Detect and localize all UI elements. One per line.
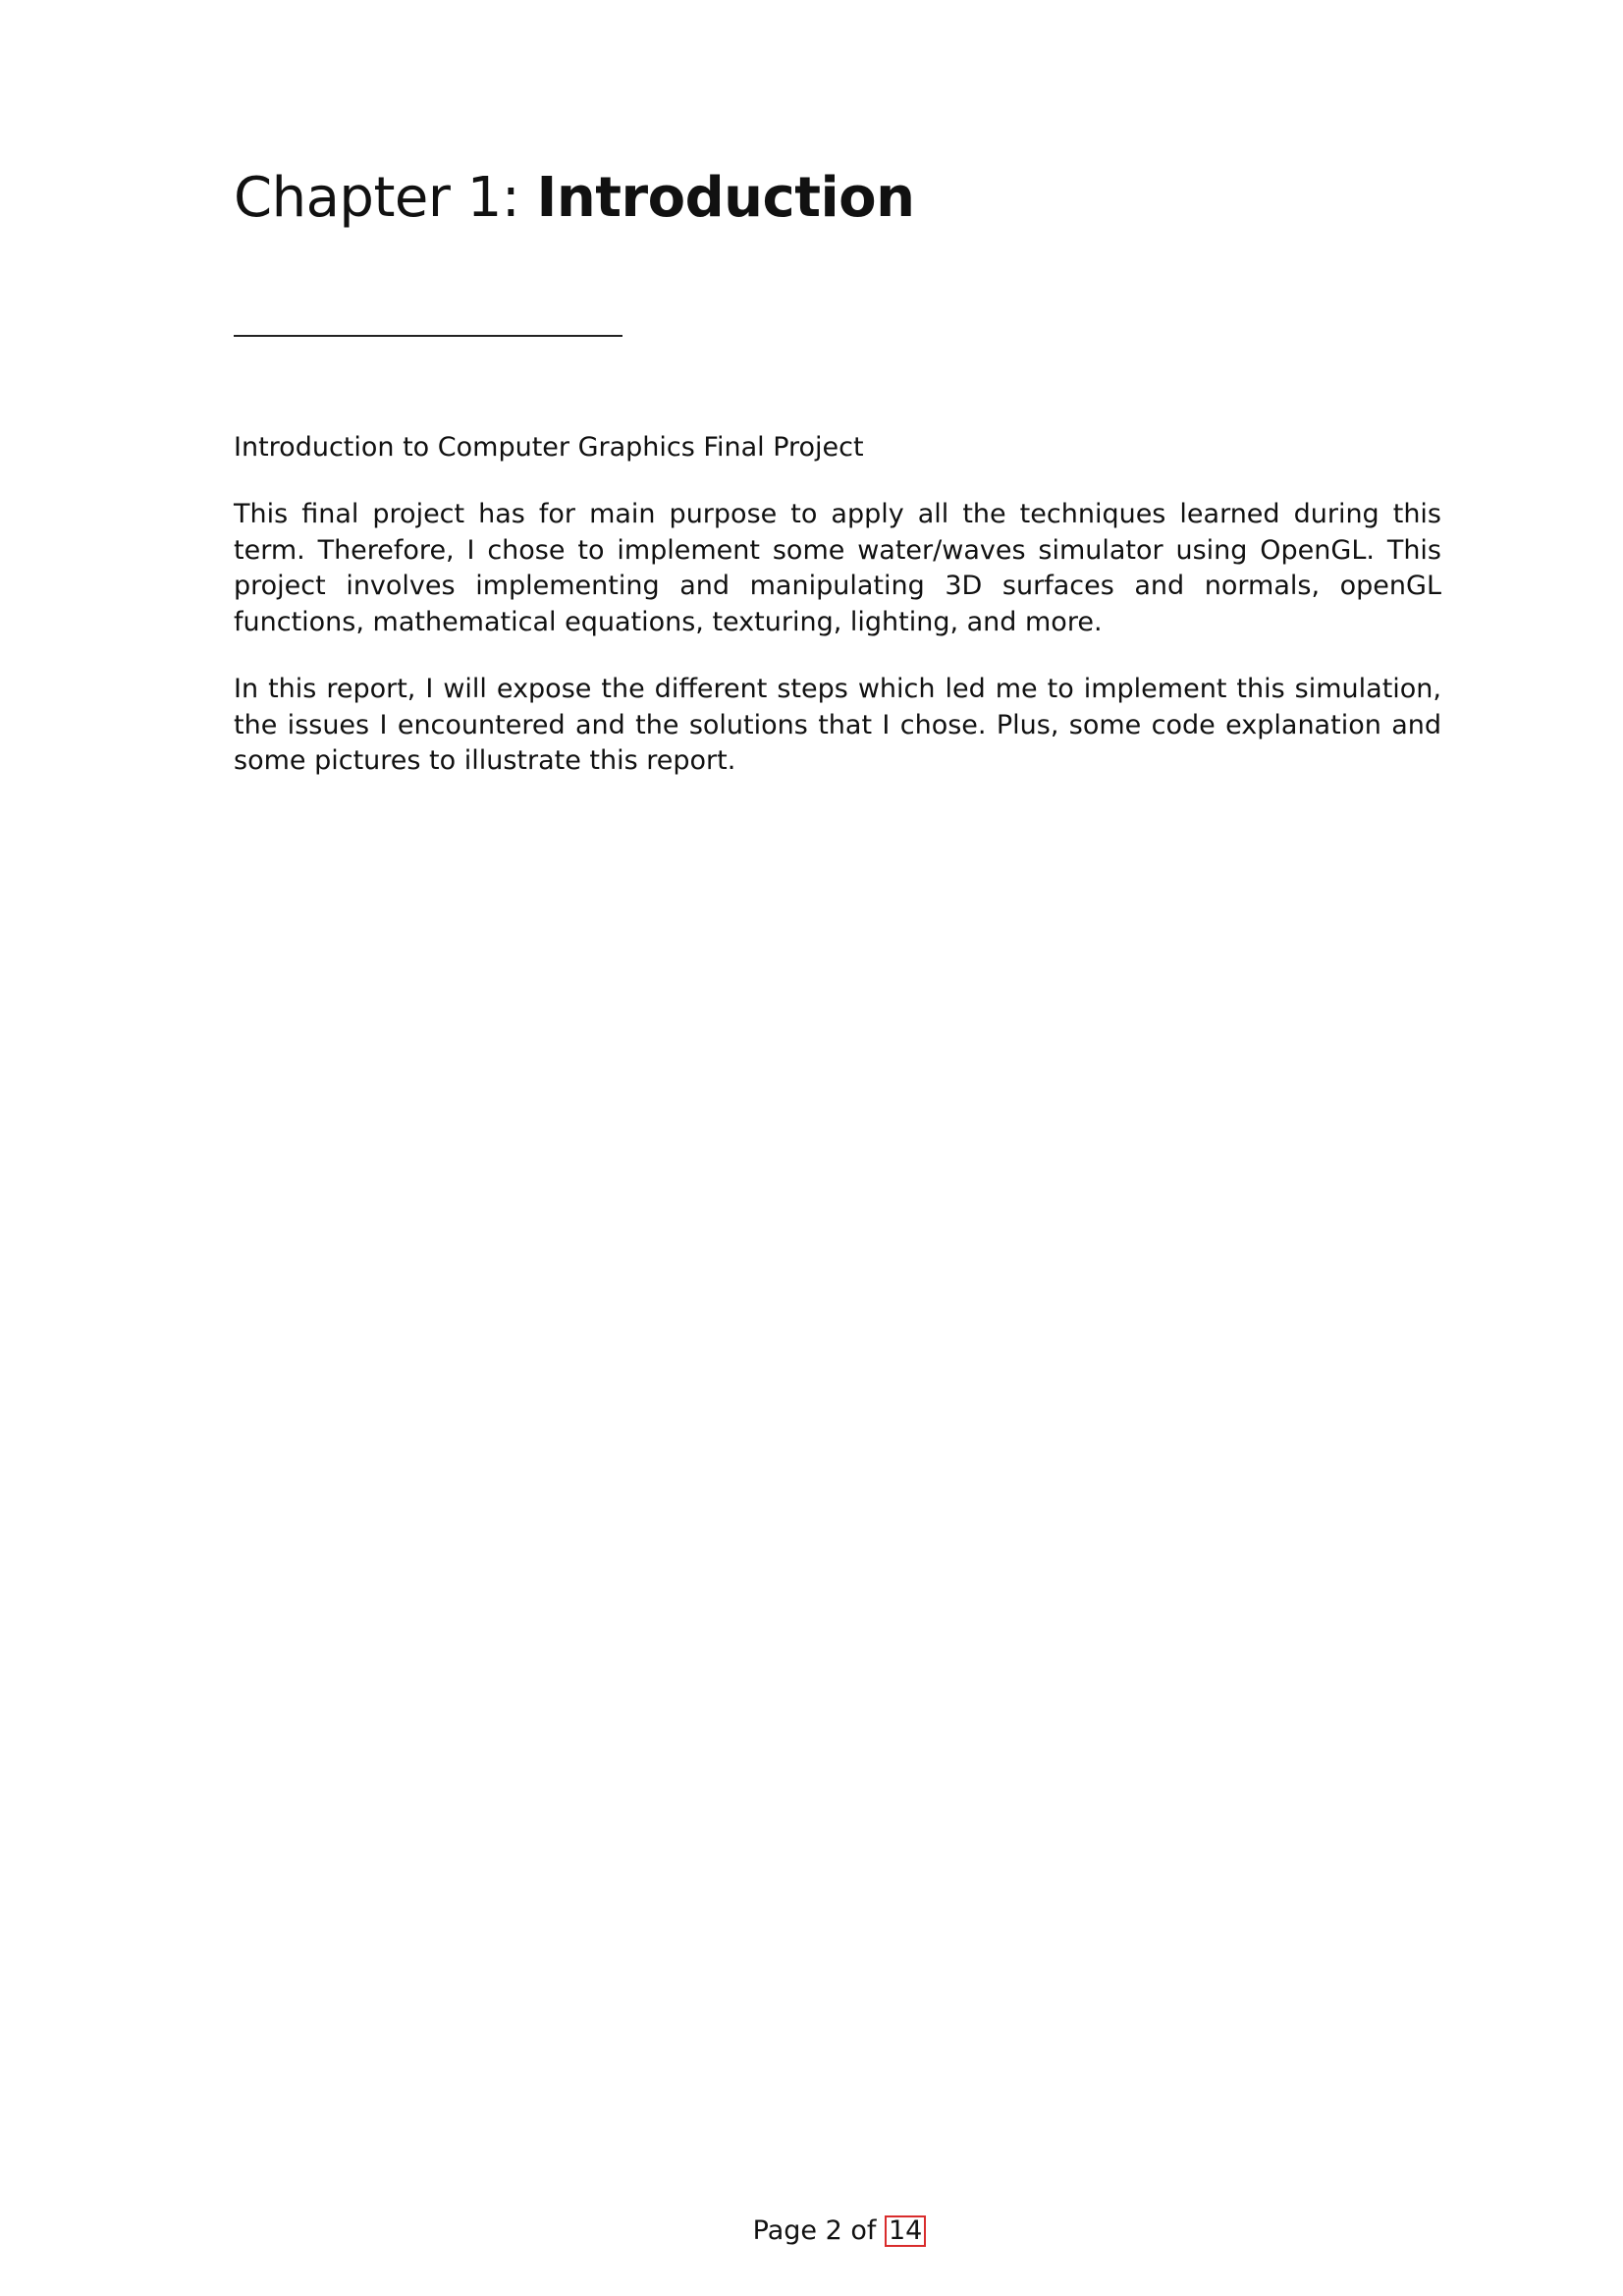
- total-pages-link[interactable]: 14: [885, 2215, 926, 2247]
- paragraph: This final project has for main purpose to apply all the techniques learned during this term. Therefore, I chose to implement some water/waves simulator using OpenGL. This project involves implementing and manipulating 3D surfaces and normals, openGL functions, mathematical equations, texturing, lighting, and more.: [234, 499, 1441, 637]
- body-text: [234, 497, 1441, 811]
- page-footer: [0, 2214, 1623, 2249]
- chapter-heading: [234, 165, 915, 231]
- paragraph: In this report, I will expose the different steps which led me to implement this simulation, the issues I encountered and the solutions that I chose. Plus, some code explanation and some pictures to illustrate this report.: [234, 674, 1441, 776]
- chapter-title: Introduction: [536, 166, 915, 230]
- chapter-number: Chapter 1:: [234, 166, 520, 230]
- page-number-label: Page 2 of: [752, 2215, 877, 2246]
- heading-divider: [234, 335, 622, 337]
- report-subtitle: Introduction to Computer Graphics Final Project: [234, 432, 864, 463]
